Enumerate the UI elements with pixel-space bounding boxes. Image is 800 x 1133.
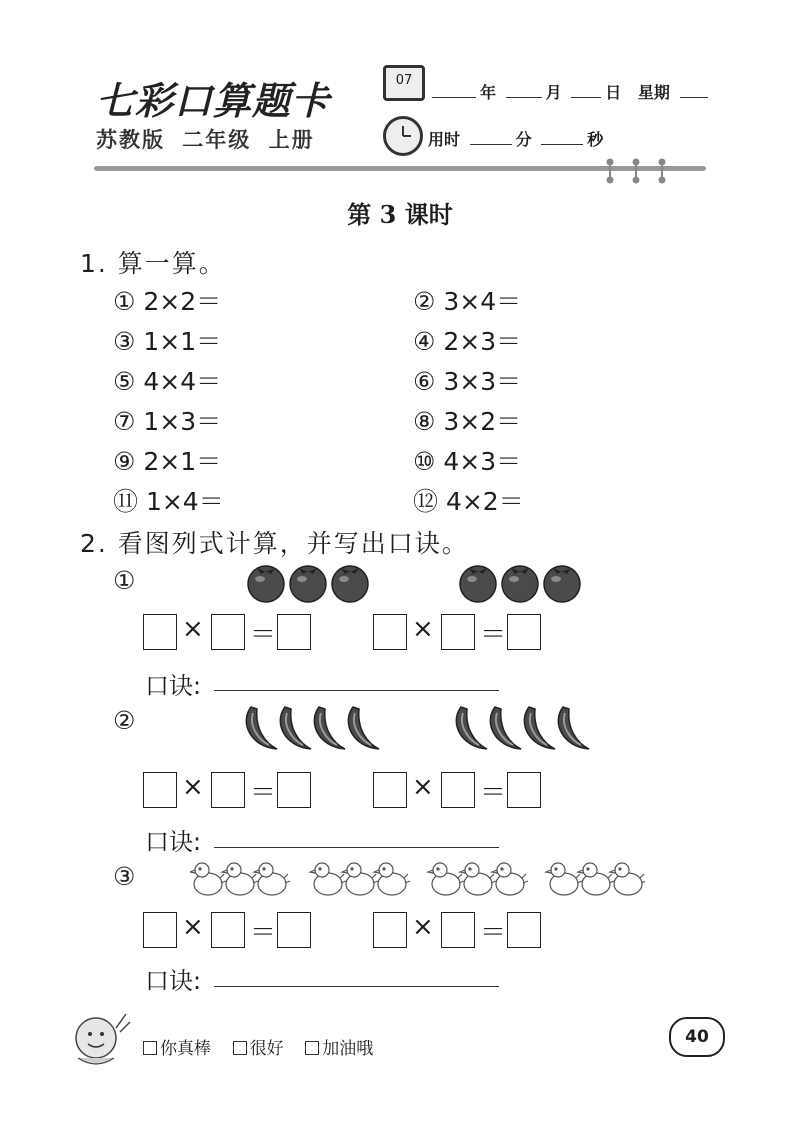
time-fields: 用时 分 秒 <box>428 130 604 149</box>
calendar-day: 07 <box>395 73 413 88</box>
month-blank[interactable] <box>506 83 542 98</box>
minute-blank[interactable] <box>470 130 512 145</box>
calc-item: ⑦ 1×3＝ <box>113 407 222 436</box>
calc-item: ⑪ 1×4＝ <box>113 487 224 516</box>
answer-box[interactable] <box>507 614 541 650</box>
times-sign: × <box>412 772 434 802</box>
calc-item: ⑥ 3×3＝ <box>413 367 522 396</box>
answer-box[interactable] <box>507 912 541 948</box>
answer-box[interactable] <box>441 772 475 808</box>
calc-item: ⑩ 4×3＝ <box>413 447 522 476</box>
year-blank[interactable] <box>432 83 476 98</box>
mascot-icon <box>70 1008 132 1070</box>
calc-item: ④ 2×3＝ <box>413 327 522 356</box>
koujue-label: 口诀: <box>145 672 202 700</box>
section2-title: 2. 看图列式计算，并写出口诀。 <box>80 529 469 558</box>
date-fields: 年 月 日 星期 <box>428 80 712 103</box>
lesson-title: 第 3 课时 <box>347 200 453 229</box>
answer-box[interactable] <box>277 772 311 808</box>
calc-item: ③ 1×1＝ <box>113 327 222 356</box>
bananas-picture <box>243 703 595 753</box>
binder-pins-icon <box>606 158 666 188</box>
equals-sign: ＝ <box>480 778 507 808</box>
answer-box[interactable] <box>211 772 245 808</box>
second-blank[interactable] <box>541 130 583 145</box>
weekday-blank[interactable] <box>680 83 708 98</box>
answer-box[interactable] <box>373 614 407 650</box>
answer-box[interactable] <box>373 912 407 948</box>
answer-box[interactable] <box>441 614 475 650</box>
checkbox-icon <box>305 1041 319 1055</box>
times-sign: × <box>412 912 434 942</box>
equals-sign: ＝ <box>480 918 507 948</box>
clock-icon <box>383 116 423 156</box>
equals-sign: ＝ <box>250 778 277 808</box>
calc-item: ⑫ 4×2＝ <box>413 487 524 516</box>
answer-box[interactable] <box>507 772 541 808</box>
answer-box[interactable] <box>441 912 475 948</box>
times-sign: × <box>182 912 204 942</box>
answer-box[interactable] <box>143 772 177 808</box>
equals-sign: ＝ <box>480 620 507 650</box>
problem-number: ② <box>113 706 136 735</box>
koujue-answer-line[interactable] <box>214 986 499 987</box>
problem-number: ③ <box>113 862 136 891</box>
evaluation-options <box>143 1034 373 1059</box>
times-sign: × <box>412 614 434 644</box>
answer-box[interactable] <box>143 614 177 650</box>
chicks-picture <box>190 858 645 900</box>
tomatoes-picture <box>245 560 595 604</box>
edition-label: 苏教版 二年级 上册 <box>96 128 315 152</box>
equals-sign: ＝ <box>250 620 277 650</box>
problem-number: ① <box>113 566 136 595</box>
answer-box[interactable] <box>211 912 245 948</box>
answer-box[interactable] <box>373 772 407 808</box>
koujue-label: 口诀: <box>145 828 202 856</box>
times-sign: × <box>182 772 204 802</box>
day-blank[interactable] <box>571 83 601 98</box>
times-sign: × <box>182 614 204 644</box>
koujue-label: 口诀: <box>145 967 202 995</box>
answer-box[interactable] <box>277 912 311 948</box>
answer-box[interactable] <box>211 614 245 650</box>
koujue-answer-line[interactable] <box>214 847 499 848</box>
calc-item: ⑧ 3×2＝ <box>413 407 522 436</box>
calc-item: ① 2×2＝ <box>113 287 222 316</box>
section1-title: 1. 算一算。 <box>80 249 226 278</box>
calc-item: ⑤ 4×4＝ <box>113 367 222 396</box>
page-number: 40 <box>669 1017 725 1057</box>
answer-box[interactable] <box>277 614 311 650</box>
answer-box[interactable] <box>143 912 177 948</box>
calc-item: ② 3×4＝ <box>413 287 522 316</box>
equals-sign: ＝ <box>250 918 277 948</box>
eval-option[interactable]: 你真棒 <box>143 1039 211 1059</box>
checkbox-icon <box>143 1041 157 1055</box>
calendar-icon <box>383 65 425 101</box>
calc-item: ⑨ 2×1＝ <box>113 447 222 476</box>
logo-title: 七彩口算题卡 <box>96 78 331 123</box>
koujue-answer-line[interactable] <box>214 690 499 691</box>
checkbox-icon <box>233 1041 247 1055</box>
eval-option[interactable]: 很好 <box>233 1039 284 1059</box>
eval-option[interactable]: 加油哦 <box>305 1039 373 1059</box>
